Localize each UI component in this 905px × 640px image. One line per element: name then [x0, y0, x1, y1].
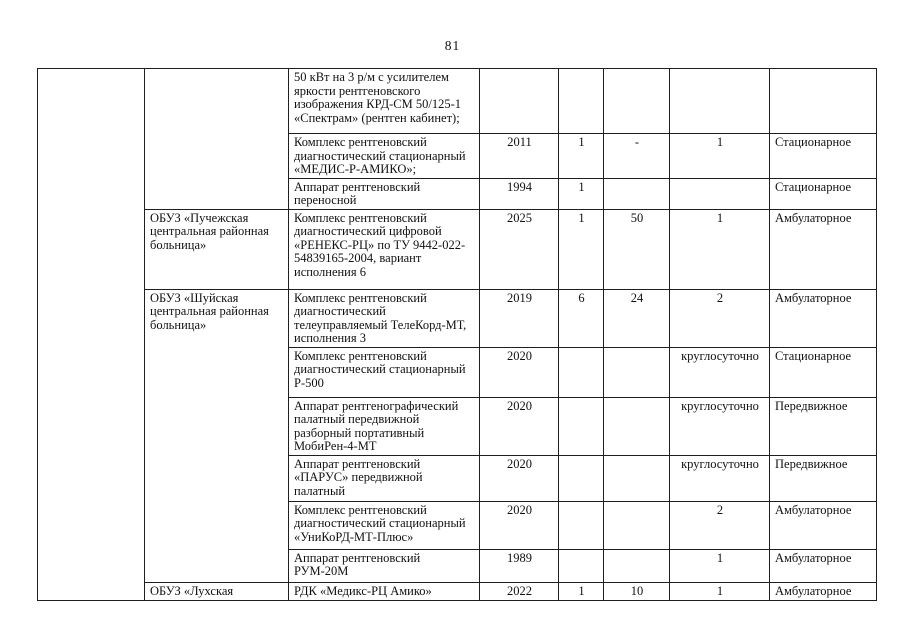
cell-equipment: Аппарат рентгеновский «ПАРУС» передвижной палатный [289, 455, 480, 501]
cell-equipment: Комплекс рентгеновский диагностический стационарный «УниКоРД-МТ-Плюс» [289, 501, 480, 549]
cell-mode: Амбулаторное [770, 209, 877, 289]
table-row [38, 582, 877, 600]
cell-mode: Амбулаторное [770, 582, 877, 600]
cell-n3: круглосуточно [670, 397, 770, 455]
cell-n1 [559, 549, 604, 582]
cell-year: 1989 [480, 549, 559, 582]
cell-year: 2022 [480, 582, 559, 600]
cell-n3 [670, 69, 770, 134]
cell-equipment: 50 кВт на 3 р/м с усилителем яркости рентгеновского изображения КРД-СМ 50/125-1 «Спектрам» (рентген кабинет); [289, 69, 480, 134]
cell-mode: Передвижное [770, 455, 877, 501]
page-number: 81 [444, 38, 461, 53]
cell-n1: 1 [559, 178, 604, 209]
cell-equipment: Комплекс рентгеновский диагностический стационарный «МЕДИС-Р-АМИКО»; [289, 134, 480, 179]
cell-n2: 10 [604, 582, 670, 600]
cell-n3: 2 [670, 289, 770, 347]
cell-equipment: Аппарат рентгеновский РУМ-20М [289, 549, 480, 582]
cell-mode: Амбулаторное [770, 549, 877, 582]
cell-n2: 24 [604, 289, 670, 347]
cell-left-spacer [38, 69, 145, 601]
cell-n3: 1 [670, 582, 770, 600]
cell-equipment: Аппарат рентгенографический палатный передвижной разборный портативный МобиРен-4-МТ [289, 397, 480, 455]
cell-n2 [604, 501, 670, 549]
cell-mode: Амбулаторное [770, 289, 877, 347]
table-row [38, 209, 877, 289]
cell-n2 [604, 455, 670, 501]
cell-n1 [559, 455, 604, 501]
cell-mode: Стационарное [770, 347, 877, 397]
cell-year: 2020 [480, 347, 559, 397]
cell-equipment: Аппарат рентгеновский переносной [289, 178, 480, 209]
cell-n3: 2 [670, 501, 770, 549]
cell-n1 [559, 501, 604, 549]
cell-n1: 1 [559, 582, 604, 600]
cell-equipment: Комплекс рентгеновский диагностический стационарный Р-500 [289, 347, 480, 397]
cell-n1 [559, 69, 604, 134]
cell-n3 [670, 178, 770, 209]
cell-n2 [604, 178, 670, 209]
cell-n1: 6 [559, 289, 604, 347]
cell-org: ОБУЗ «Пучежская центральная районная больница» [145, 209, 289, 289]
cell-year: 2020 [480, 455, 559, 501]
cell-n3: круглосуточно [670, 347, 770, 397]
cell-n2: - [604, 134, 670, 179]
cell-year: 2025 [480, 209, 559, 289]
cell-year: 2020 [480, 501, 559, 549]
cell-mode [770, 69, 877, 134]
cell-n1: 1 [559, 134, 604, 179]
cell-n1 [559, 397, 604, 455]
cell-n2 [604, 549, 670, 582]
cell-year: 1994 [480, 178, 559, 209]
cell-equipment: Комплекс рентгеновский диагностический цифровой «РЕНЕКС-РЦ» по ТУ 9442-022-54839165-2004, вариант исполнения 6 [289, 209, 480, 289]
cell-n1: 1 [559, 209, 604, 289]
cell-n2 [604, 69, 670, 134]
table-row [38, 69, 877, 134]
cell-equipment: Комплекс рентгеновский диагностический телеуправляемый ТелеКорд-МТ, исполнения 3 [289, 289, 480, 347]
cell-n3: круглосуточно [670, 455, 770, 501]
cell-n3: 1 [670, 134, 770, 179]
cell-equipment: РДК «Медикс-РЦ Амико» [289, 582, 480, 600]
table-row [38, 289, 877, 347]
equipment-table [37, 68, 877, 601]
cell-year: 2019 [480, 289, 559, 347]
cell-n3: 1 [670, 209, 770, 289]
cell-year [480, 69, 559, 134]
cell-n2 [604, 347, 670, 397]
cell-n2 [604, 397, 670, 455]
cell-year: 2020 [480, 397, 559, 455]
cell-org: ОБУЗ «Шуйская центральная районная больница» [145, 289, 289, 582]
cell-mode: Передвижное [770, 397, 877, 455]
cell-year: 2011 [480, 134, 559, 179]
cell-org [145, 69, 289, 210]
cell-n3: 1 [670, 549, 770, 582]
cell-n2: 50 [604, 209, 670, 289]
cell-org: ОБУЗ «Лухская [145, 582, 289, 600]
cell-n1 [559, 347, 604, 397]
cell-mode: Амбулаторное [770, 501, 877, 549]
cell-mode: Стационарное [770, 178, 877, 209]
cell-mode: Стационарное [770, 134, 877, 179]
